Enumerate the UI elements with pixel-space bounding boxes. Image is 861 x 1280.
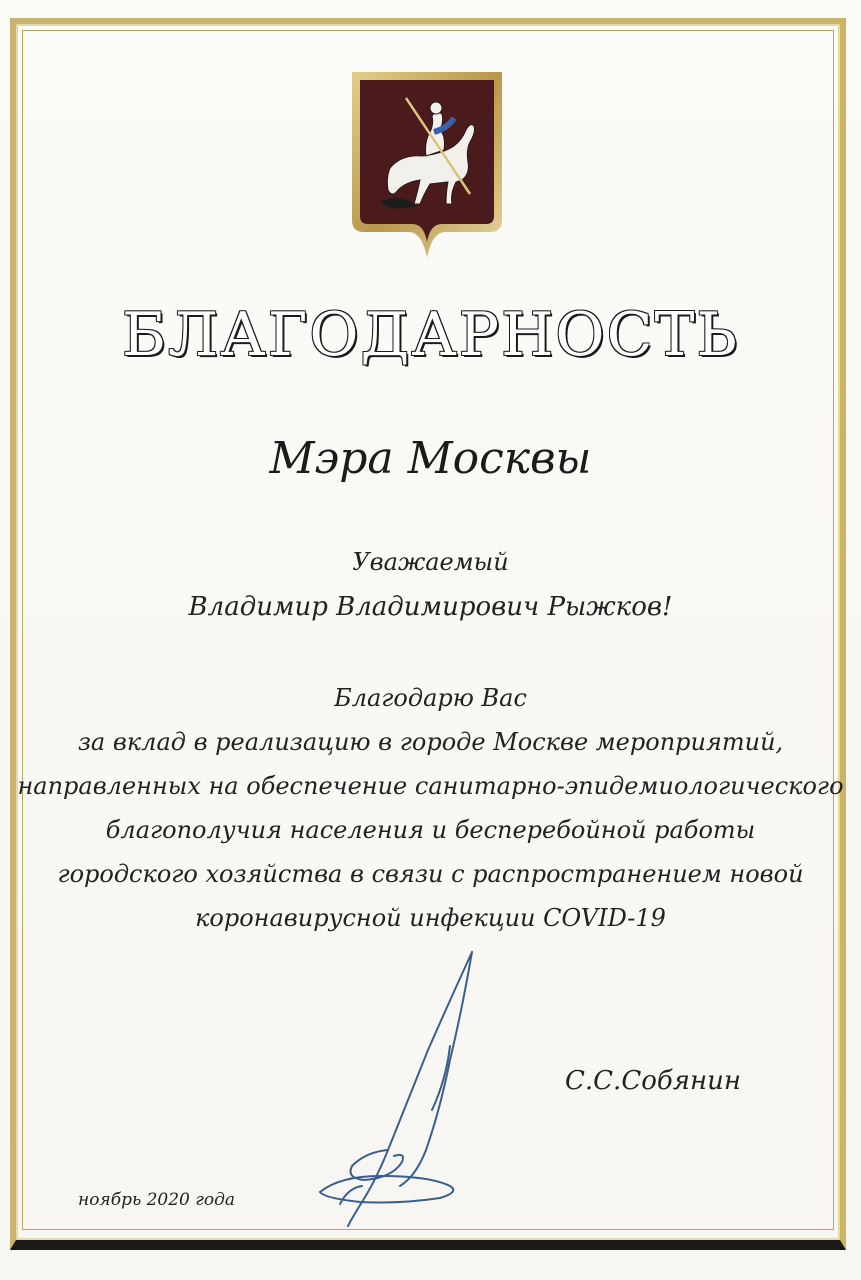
signer-name: С.С.Собянин <box>565 1066 741 1096</box>
greeting-line-1: Уважаемый <box>352 548 509 576</box>
body-line: направленных на обеспечение санитарно-эпидемиологического <box>17 772 844 800</box>
body-line: коронавирусной инфекции COVID-19 <box>195 904 666 932</box>
body-line: Благодарю Вас <box>334 684 527 712</box>
moscow-coat-of-arms-icon <box>350 70 504 260</box>
body-line: благополучия населения и бесперебойной работы <box>105 816 756 844</box>
certificate-body <box>0 676 861 940</box>
issue-date: ноябрь 2020 года <box>78 1190 236 1210</box>
certificate-title: БЛАГОДАРНОСТЬ <box>122 300 739 370</box>
body-line: за вклад в реализацию в городе Москве мероприятий, <box>77 728 784 756</box>
signature-mark <box>300 940 520 1240</box>
certificate-subtitle: Мэра Москвы <box>269 433 592 484</box>
body-line: городского хозяйства в связи с распространением новой <box>57 860 804 888</box>
greeting-recipient: Владимир Владимирович Рыжков! <box>188 592 673 622</box>
